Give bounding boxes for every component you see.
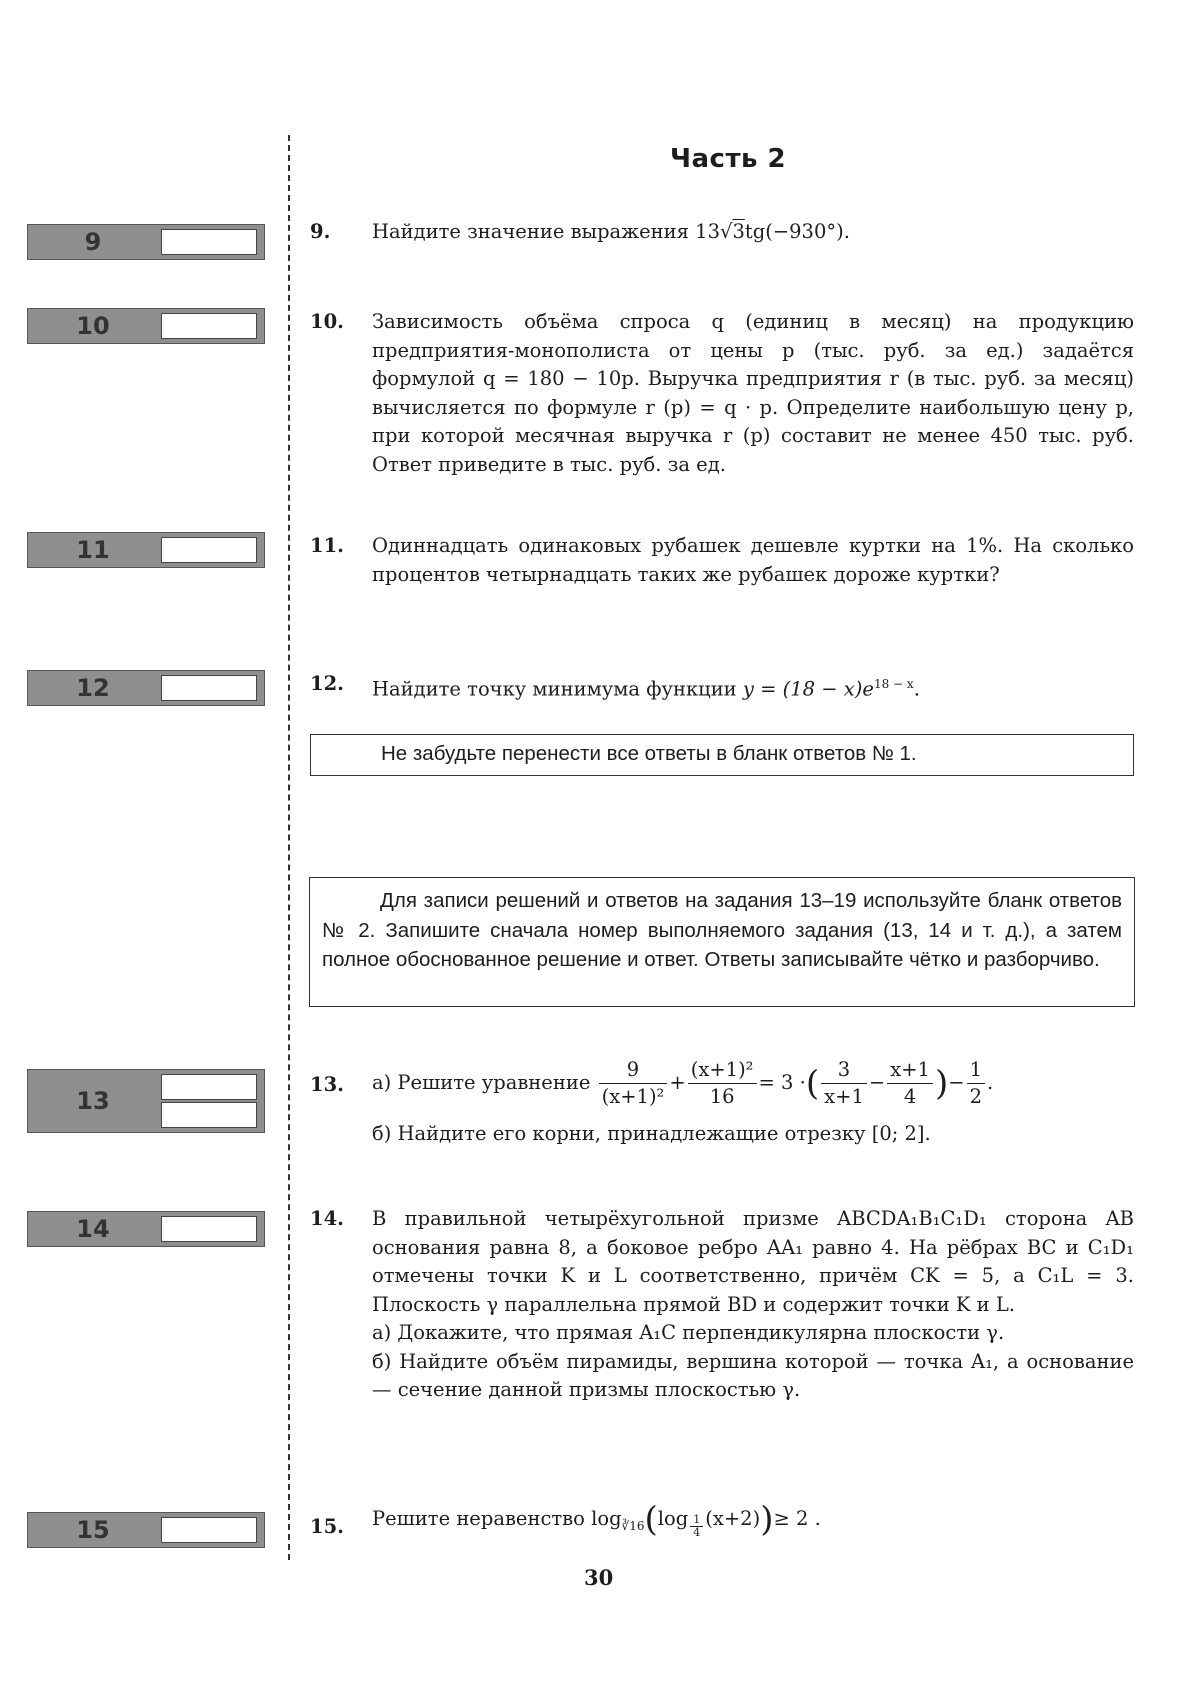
fraction-2 bbox=[688, 1057, 757, 1110]
expr-arg: (−930°). bbox=[765, 220, 850, 243]
part-a-label: а) Решите уравнение bbox=[372, 1071, 591, 1094]
task-text: Зависимость объёма спроса q (единиц в месяц) на продукцию предприятия-монополиста от цены p (тыс. руб. за ед.) задаётся формулой q = 180 − 10p. Выручка предприятия r (в тыс. руб. за месяц) вычисляется по формуле r (p) = q · p. Определите наибольшую цену p, при которой месячная выручка r (p) составит не менее 450 тыс. руб. Ответ приведите в тыс. руб. за ед. bbox=[372, 310, 1134, 476]
task-number: 15. bbox=[310, 1515, 344, 1538]
answer-label-9 bbox=[27, 224, 265, 260]
paren-close: ) bbox=[760, 1499, 774, 1540]
f2-num: (x+1)² bbox=[688, 1057, 757, 1084]
outer-base: ∛16 bbox=[621, 1518, 645, 1533]
fraction-1 bbox=[599, 1057, 668, 1110]
answer-box-9[interactable] bbox=[161, 229, 257, 255]
paren-close: ) bbox=[934, 1063, 949, 1104]
task-12-exponent: 18 − x bbox=[873, 677, 914, 691]
answer-label-number: 9 bbox=[84, 228, 102, 256]
f1-den: (x+1)² bbox=[601, 1085, 665, 1108]
inner-base bbox=[690, 1514, 703, 1539]
fraction-3 bbox=[821, 1057, 867, 1110]
transfer-notice: Не забудьте перенести все ответы в бланк ответов № 1. bbox=[310, 734, 1134, 776]
f5-num: 1 bbox=[967, 1057, 985, 1084]
task-15-text: Решите неравенство bbox=[372, 1507, 585, 1530]
answer-label-number: 13 bbox=[76, 1087, 110, 1115]
answer-label-number: 15 bbox=[76, 1516, 110, 1544]
task-number: 14. bbox=[310, 1207, 344, 1230]
inner-base-num: 1 bbox=[690, 1514, 703, 1527]
part-b: б) Найдите объём пирамиды, вершина которой — точка A₁, а основание — сечение данной призмы плоскостью γ. bbox=[372, 1349, 1134, 1401]
task-text: В правильной четырёхугольной призме ABCDA₁B₁C₁D₁ сторона AB основания равна 8, а боковое ребро AA₁ равно 4. На рёбрах BC и C₁D₁ отмечены точки K и L соответственно, причём CK = 5, а C₁L = 3. Плоскость γ параллельна прямой BD и содержит точки K и L. bbox=[372, 1207, 1134, 1316]
task-9-text: Найдите значение выражения bbox=[372, 220, 689, 243]
f1-num: 9 bbox=[599, 1057, 668, 1084]
answer-box-14[interactable] bbox=[161, 1216, 257, 1242]
task-number: 10. bbox=[310, 310, 344, 333]
task-13-equation: а) Решите уравнение $\frac{9}{\text{(x+1)²}}$ + $\frac{\text{(x+1)²}}{16}$ = 3 ·( $\frac{3}{x+1}$ − $\frac{x+1}{4}$ )− $\frac{1}{2}$ . bbox=[372, 1058, 994, 1108]
f3-num: 3 bbox=[821, 1057, 867, 1084]
answer-label-12 bbox=[27, 670, 265, 706]
answer-label-15 bbox=[27, 1512, 265, 1548]
task-number: 9. bbox=[310, 220, 331, 243]
task-13 bbox=[310, 1057, 1134, 1157]
answer-box-15[interactable] bbox=[161, 1517, 257, 1543]
section-title: Часть 2 bbox=[670, 144, 787, 174]
answer-box-11[interactable] bbox=[161, 537, 257, 563]
inner-base-den: 4 bbox=[693, 1525, 701, 1539]
task-11 bbox=[310, 532, 1134, 589]
task-text bbox=[372, 670, 1134, 704]
task-9-expression: 13√3tg(−930°). bbox=[695, 220, 850, 243]
expr-func: tg bbox=[744, 220, 766, 243]
f4-den: 4 bbox=[903, 1085, 917, 1108]
task-9 bbox=[310, 218, 1134, 247]
task-14 bbox=[310, 1205, 1134, 1405]
instructions-notice: Для записи решений и ответов на задания 13–19 используйте бланк ответов № 2. Запишите сначала номер выполняемого задания (13, 14 и т. д.), а затем полное обоснованное решение и ответ. Ответы записывайте чётко и разборчиво. bbox=[309, 877, 1135, 1007]
task-12-formula: y = (18 − x)e bbox=[742, 677, 874, 701]
inner-arg: (x+2) bbox=[705, 1507, 761, 1530]
answer-box-10[interactable] bbox=[161, 313, 257, 339]
paren-open: ( bbox=[805, 1063, 820, 1104]
task-15-inequality bbox=[372, 1499, 1134, 1540]
cut-line bbox=[288, 135, 290, 1560]
task-number: 11. bbox=[310, 534, 344, 557]
answer-label-number: 14 bbox=[76, 1215, 110, 1243]
task-text: Одиннадцать одинаковых рубашек дешевле куртки на 1%. На сколько процентов четырнадцать таких же рубашек дороже куртки? bbox=[372, 534, 1134, 586]
equals: = 3 · bbox=[758, 1071, 806, 1094]
paren-open: ( bbox=[644, 1499, 658, 1540]
task-text bbox=[372, 218, 1134, 247]
task-12-end: . bbox=[913, 677, 920, 701]
task-10 bbox=[310, 308, 1134, 479]
answer-box-13a[interactable] bbox=[161, 1074, 257, 1100]
task-number: 13. bbox=[310, 1073, 344, 1096]
answer-label-11 bbox=[27, 532, 265, 568]
task-12-text: Найдите точку минимума функции bbox=[372, 677, 737, 701]
relation: ≥ 2 . bbox=[773, 1507, 821, 1530]
answer-label-14 bbox=[27, 1211, 265, 1247]
log-outer: log bbox=[591, 1507, 622, 1530]
f4-num: x+1 bbox=[887, 1057, 933, 1084]
f5-den: 2 bbox=[969, 1085, 982, 1108]
part-a: а) Докажите, что прямая A₁C перпендикулярна плоскости γ. bbox=[372, 1321, 1005, 1344]
fraction-4 bbox=[887, 1057, 933, 1110]
expr-root: 3 bbox=[732, 220, 745, 243]
answer-label-13 bbox=[27, 1069, 265, 1133]
task-12 bbox=[310, 670, 1134, 704]
answer-label-number: 10 bbox=[76, 312, 110, 340]
answer-box-13b[interactable] bbox=[161, 1102, 257, 1128]
f3-den: x+1 bbox=[824, 1085, 864, 1108]
expr-coef: 13 bbox=[695, 220, 720, 243]
part-b: б) Найдите его корни, принадлежащие отрезку [0; 2]. bbox=[372, 1122, 931, 1145]
log-inner: log bbox=[657, 1507, 689, 1530]
fraction-5 bbox=[967, 1057, 985, 1110]
page-number: 30 bbox=[584, 1565, 614, 1590]
answer-label-number: 12 bbox=[76, 674, 110, 702]
f2-den: 16 bbox=[709, 1085, 735, 1108]
answer-label-10 bbox=[27, 308, 265, 344]
answer-box-12[interactable] bbox=[161, 675, 257, 701]
answer-label-number: 11 bbox=[76, 536, 110, 564]
task-number: 12. bbox=[310, 672, 344, 695]
task-15 bbox=[310, 1499, 1134, 1540]
